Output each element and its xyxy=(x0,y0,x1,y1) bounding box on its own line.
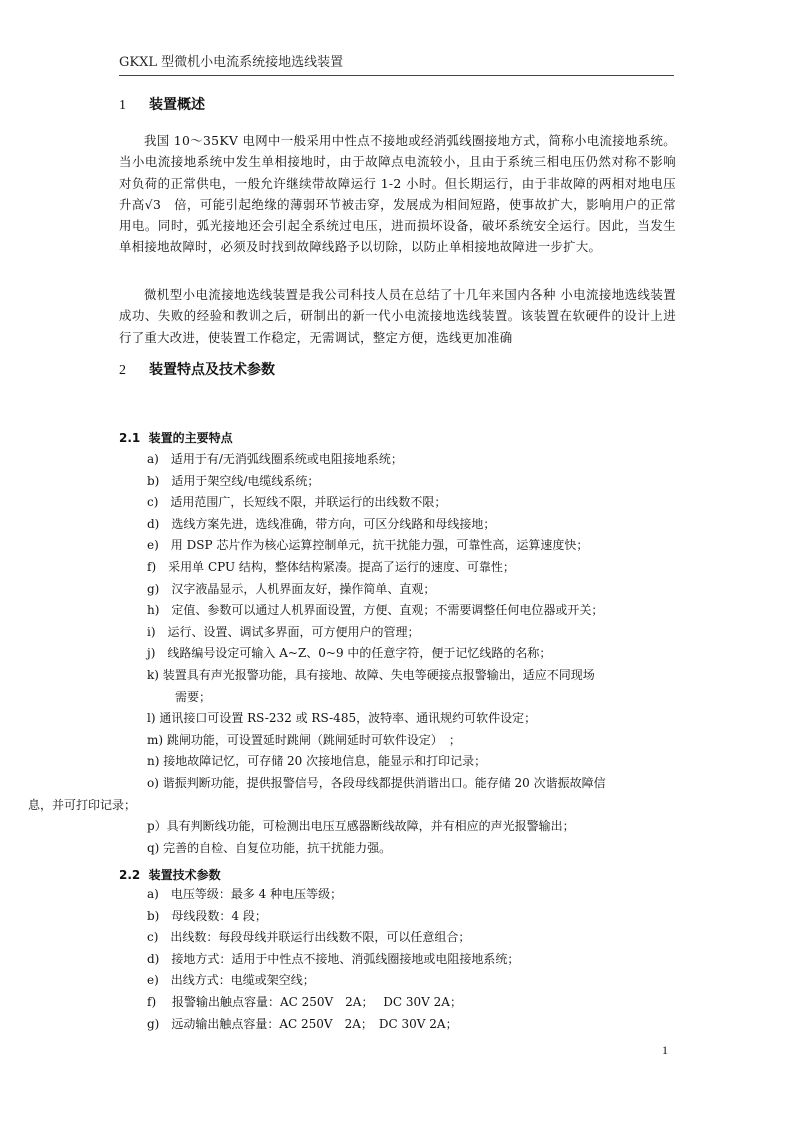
list-item: e) 出线方式：电缆或架空线； xyxy=(147,973,315,988)
features-list xyxy=(28,449,707,859)
section-1-paragraph-2: 微机型小电流接地选线装置是我公司科技人员在总结了十几年来国内各种 小电流接地选线装置成功、失败的经验和教训之后，研制出的新一代小电流接地选线装置。该装置在软硬件的设计上进行了重大改进，使装置工作稳定，无需调试，整定方便，选线更加准确 xyxy=(119,287,676,345)
running-header: GKXL 型微机小电流系统接地选线装置 xyxy=(119,54,674,76)
list-item: b) 母线段数：4 段； xyxy=(147,908,267,923)
list-item: c) 出线数：每段母线并联运行出线数不限，可以任意组合； xyxy=(147,930,471,945)
parameters-list xyxy=(119,884,707,1035)
list-item: j) 线路编号设定可输入 A~Z、0~9 中的任意字符，便于记忆线路的名称； xyxy=(147,646,552,661)
list-item: k) 装置具有声光报警功能，具有接地、故障、失电等硬接点报警输出，适应不同现场 xyxy=(147,667,595,682)
list-item: e) 用 DSP 芯片作为核心运算控制单元，抗干扰能力强，可靠性高，运算速度快； xyxy=(147,538,589,553)
continuation-text: 需要； xyxy=(175,689,212,704)
list-item: c) 适用范围广，长短线不限，并联运行的出线数不限； xyxy=(147,495,447,510)
list-item: b) 适用于架空线/电缆线系统； xyxy=(147,473,320,488)
list-item: d) 选线方案先进，选线准确，带方向，可区分线路和母线接地； xyxy=(147,516,496,531)
list-item: f) 报警输出触点容量：AC 250V 2A； DC 30V 2A； xyxy=(147,994,462,1009)
list-item: d) 接地方式：适用于中性点不接地、消弧线圈接地或电阻接地系统； xyxy=(147,951,520,966)
subsection-title: 装置技术参数 xyxy=(148,868,221,882)
section-1-paragraph-1: 我国 10～35KV 电网中一般采用中性点不接地或经消弧线圈接地方式，简称小电流接地系统。当小电流接地系统中发生单相接地时，由于故障点电流较小，且由于系统三相电压仍然对称不影响对负荷的正常供电，一般允许继续带故障运行 1-2 小时。但长期运行，由于非故障的两相对地电压升高√3 倍，可能引起绝缘的薄弱环节被击穿，发展成为相间短路，使事故扩大，影响用户的正常用电。同时，弧光接地还会引起全系统过电压，进而损坏设备，破坏系统安全运行。因此，当发生单相接地故障时，必须及时找到故障线路予以切除，以防止单相接地故障进一步扩大。 xyxy=(119,133,676,255)
list-item: a) 电压等级：最多 4 种电压等级； xyxy=(147,887,343,901)
list-item: g) 汉字液晶显示，人机界面友好，操作简单、直观； xyxy=(147,581,436,596)
list-item: q) 完善的自检、自复位功能，抗干扰能力强。 xyxy=(147,840,392,855)
list-item: i) 运行、设置、调试多界面，可方便用户的管理； xyxy=(147,624,420,639)
subsection-2-2-heading xyxy=(119,866,221,884)
continuation-text: 息，并可打印记录； xyxy=(28,797,137,812)
list-item: l) 通讯接口可设置 RS-232 或 RS-485，波特率、通讯规约可软件设定； xyxy=(147,711,537,726)
subsection-number: 2.2 xyxy=(119,868,141,882)
section-2-heading xyxy=(119,360,275,381)
list-item: h) 定值、参数可以通过人机界面设置，方便、直观；不需要调整任何电位器或开关； xyxy=(147,603,604,618)
section-number: 2 xyxy=(119,363,126,378)
list-item: g) 远动输出触点容量：AC 250V 2A； DC 30V 2A； xyxy=(147,1016,458,1031)
section-title: 装置概述 xyxy=(149,97,205,113)
list-item: f) 采用单 CPU 结构，整体结构紧凑。提高了运行的速度、可靠性； xyxy=(147,559,515,574)
list-item: p）具有判断线功能，可检测出电压互感器断线故障，并有相应的声光报警输出； xyxy=(147,819,575,834)
list-item-continuation xyxy=(28,795,707,817)
subsection-title: 装置的主要特点 xyxy=(148,431,233,445)
list-item-continuation xyxy=(147,687,707,709)
list-item: m) 跳闸功能，可设置延时跳闸（跳闸延时可软件设定） ； xyxy=(147,732,461,747)
list-item: a) 适用于有/无消弧线圈系统或电阻接地系统； xyxy=(147,452,403,466)
section-1-heading xyxy=(119,95,205,116)
subsection-2-1-heading xyxy=(119,429,233,447)
list-item: n) 接地故障记忆，可存储 20 次接地信息，能显示和打印记录； xyxy=(147,754,487,769)
section-number: 1 xyxy=(119,98,126,113)
page-number: 1 xyxy=(662,1043,668,1057)
subsection-number: 2.1 xyxy=(119,431,141,445)
section-title: 装置特点及技术参数 xyxy=(149,362,275,378)
list-item: o) 谐振判断功能，提供报警信号，各段母线都提供消谐出口。能存储 20 次谐振故障信 xyxy=(147,775,606,790)
